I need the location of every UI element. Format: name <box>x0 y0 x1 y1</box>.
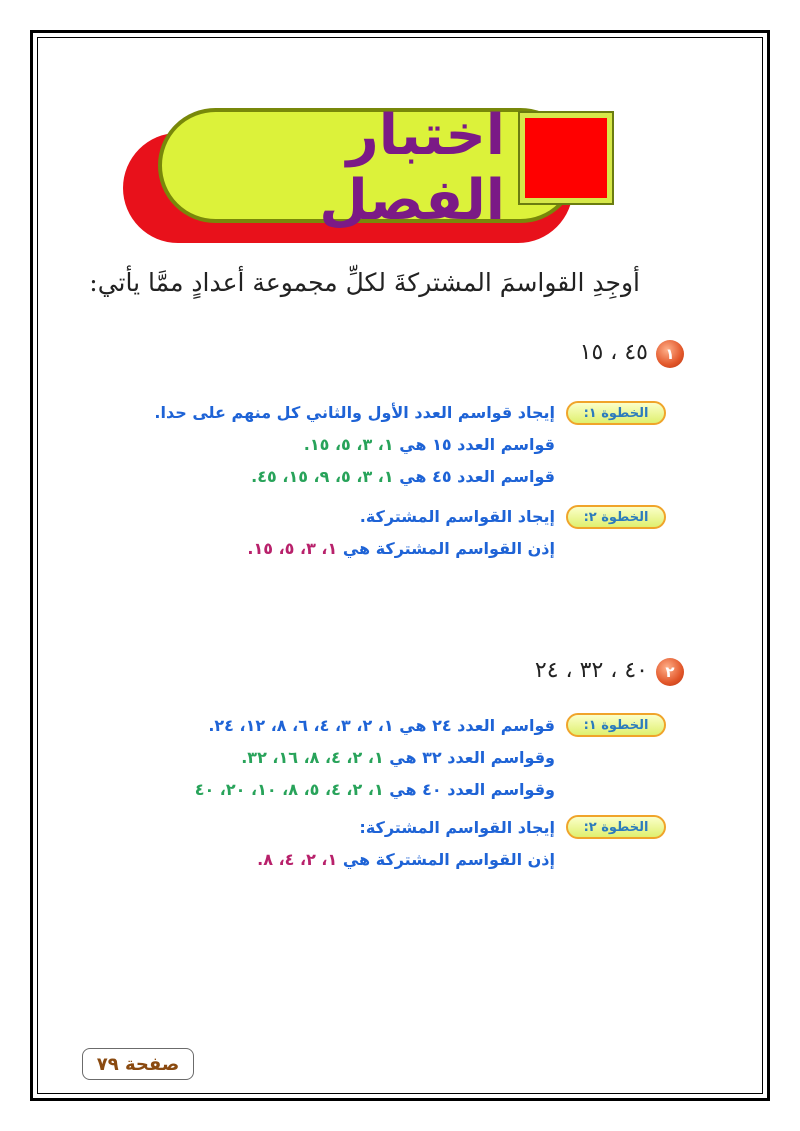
q2-step2-line1: إيجاد القواسم المشتركة: <box>359 818 555 837</box>
chapter-title: اختبار الفصل <box>319 103 505 233</box>
question-1-badge: ١ <box>656 340 684 368</box>
q2-step2-line2: إذن القواسم المشتركة هي ١، ٢، ٤، ٨. <box>257 850 555 869</box>
q1-step2-line1: إيجاد القواسم المشتركة. <box>359 507 555 526</box>
q2-step1-label: الخطوة ١: <box>566 713 666 737</box>
page-number-badge: صفحة ٧٩ <box>82 1048 194 1080</box>
q1-step1-line2: قواسم العدد ١٥ هي ١، ٣، ٥، ١٥. <box>303 435 555 454</box>
q2-step1-line1: قواسم العدد ٢٤ هي ١، ٢، ٣، ٤، ٦، ٨، ١٢، ٢٤. <box>208 716 555 735</box>
question-1-numbers: ٤٥ ، ١٥ <box>579 340 648 365</box>
q1-step1-label: الخطوة ١: <box>566 401 666 425</box>
q1-step1-line3: قواسم العدد ٤٥ هي ١، ٣، ٥، ٩، ١٥، ٤٥. <box>251 467 555 486</box>
question-2-numbers: ٤٠ ، ٣٢ ، ٢٤ <box>534 658 648 683</box>
instruction-text: أوجِدِ القواسمَ المشتركةَ لكلِّ مجموعة أعدادٍ ممَّا يأتي: <box>89 268 640 297</box>
question-2-badge: ٢ <box>656 658 684 686</box>
q1-step2-label: الخطوة ٢: <box>566 505 666 529</box>
banner-red-square <box>520 113 612 203</box>
q1-step1-line1: إيجاد قواسم العدد الأول والثاني كل منهم على حدا. <box>154 403 555 422</box>
q2-step1-line2: وقواسم العدد ٣٢ هي ١، ٢، ٤، ٨، ١٦، ٣٢. <box>241 748 555 767</box>
q2-step1-line3: وقواسم العدد ٤٠ هي ١، ٢، ٤، ٥، ٨، ١٠، ٢٠، ٤٠ <box>194 780 555 799</box>
q1-step2-line2: إذن القواسم المشتركة هي ١، ٣، ٥، ١٥. <box>247 539 555 558</box>
q2-step2-label: الخطوة ٢: <box>566 815 666 839</box>
